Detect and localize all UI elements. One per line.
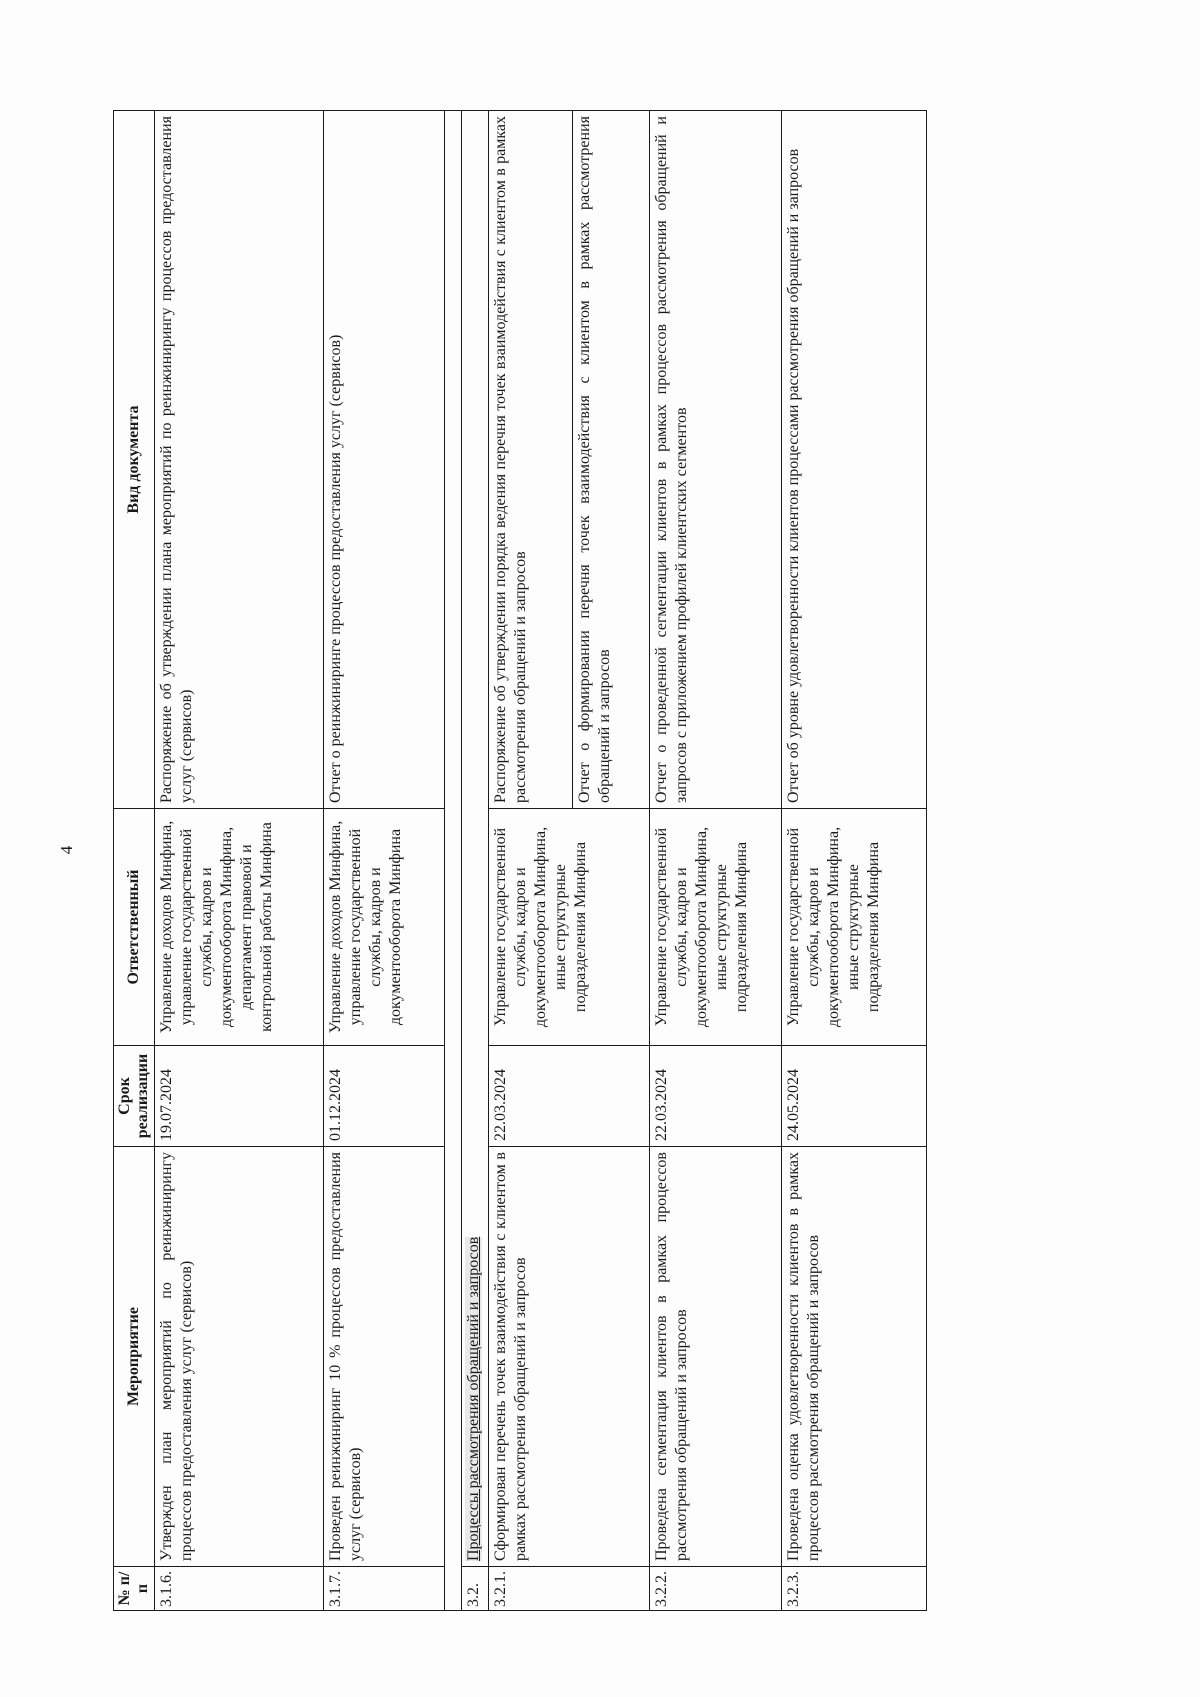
row-responsible: Управление доходов Минфина, управление государственной службы, кадров и документооборота Минфина bbox=[324, 809, 445, 1046]
table-row bbox=[324, 111, 445, 1611]
spacer-cell bbox=[445, 111, 462, 1611]
row-doc-type: Отчет о проведенной сегментации клиентов в рамках процессов рассмотрения обращений и запросов с приложением профилей клиентских сегментов bbox=[650, 111, 782, 809]
header-event: Мероприятие bbox=[114, 1147, 155, 1567]
header-deadline: Срок реализации bbox=[114, 1046, 155, 1147]
table-row bbox=[650, 111, 782, 1611]
row-responsible: Управление доходов Минфина, управление государственной службы, кадров и документооборота Минфина, департамент правовой и контрольной работы Минфина bbox=[155, 809, 324, 1046]
row-number: 3.1.7. bbox=[324, 1567, 445, 1611]
row-spacer bbox=[445, 111, 462, 1611]
row-doc-type: Распоряжение об утверждении плана мероприятий по реинжинирингу процессов предоставления услуг (сервисов) bbox=[155, 111, 324, 809]
row-number: 3.2.2. bbox=[650, 1567, 782, 1611]
row-doc-type bbox=[489, 111, 650, 809]
header-num: № п/п bbox=[114, 1567, 155, 1611]
doc-type-report: Отчет о формировании перечня точек взаимодействия с клиентом в рамках рассмотрения обращений и запросов bbox=[576, 116, 613, 803]
header-doc-type: Вид документа bbox=[114, 111, 155, 809]
row-number: 3.2.1. bbox=[489, 1567, 650, 1611]
table-row bbox=[155, 111, 324, 1611]
row-responsible: Управление государственной службы, кадров и документооборота Минфина, иные структурные подразделения Минфина bbox=[489, 809, 650, 1046]
row-doc-type: Отчет о реинжиниринге процессов предоставления услуг (сервисов) bbox=[324, 111, 445, 809]
row-event: Утвержден план мероприятий по реинжинирингу процессов предоставления услуг (сервисов) bbox=[155, 1147, 324, 1567]
row-event: Проведен реинжиниринг 10 % процессов предоставления услуг (сервисов) bbox=[324, 1147, 445, 1567]
section-number: 3.2. bbox=[462, 1567, 489, 1611]
header-responsible: Ответственный bbox=[114, 809, 155, 1046]
row-event: Проведена оценка удовлетворенности клиентов в рамках процессов рассмотрения обращений и запросов bbox=[782, 1147, 927, 1567]
row-event: Проведена сегментация клиентов в рамках процессов рассмотрения обращений и запросов bbox=[650, 1147, 782, 1567]
table-row bbox=[489, 111, 650, 1611]
row-deadline: 22.03.2024 bbox=[489, 1046, 650, 1147]
action-plan-table bbox=[113, 110, 927, 1611]
row-deadline: 19.07.2024 bbox=[155, 1046, 324, 1147]
table-header bbox=[114, 111, 155, 1611]
row-number: 3.2.3. bbox=[782, 1567, 927, 1611]
section-row bbox=[462, 111, 489, 1611]
row-deadline: 01.12.2024 bbox=[324, 1046, 445, 1147]
rotated-table-container bbox=[113, 111, 987, 1611]
row-deadline: 22.03.2024 bbox=[650, 1046, 782, 1147]
row-event: Сформирован перечень точек взаимодействия с клиентом в рамках рассмотрения обращений и запросов bbox=[489, 1147, 650, 1567]
row-responsible: Управление государственной службы, кадров и документооборота Минфина, иные структурные подразделения Минфина bbox=[650, 809, 782, 1046]
doc-type-order: Распоряжение об утверждении порядка ведения перечня точек взаимодействия с клиентом в рамках рассмотрения обращений и запросов bbox=[489, 111, 573, 808]
row-responsible: Управление государственной службы, кадров и документооборота Минфина, иные структурные подразделения Минфина bbox=[782, 809, 927, 1046]
table-row bbox=[782, 111, 927, 1611]
section-cell bbox=[462, 111, 489, 1567]
section-title: Процессы рассмотрения обращений и запросов bbox=[465, 1236, 482, 1561]
row-number: 3.1.6. bbox=[155, 1567, 324, 1611]
row-deadline: 24.05.2024 bbox=[782, 1046, 927, 1147]
row-doc-type: Отчет об уровне удовлетворенности клиентов процессами рассмотрения обращений и запросов bbox=[782, 111, 927, 809]
page-number: 4 bbox=[57, 845, 76, 855]
